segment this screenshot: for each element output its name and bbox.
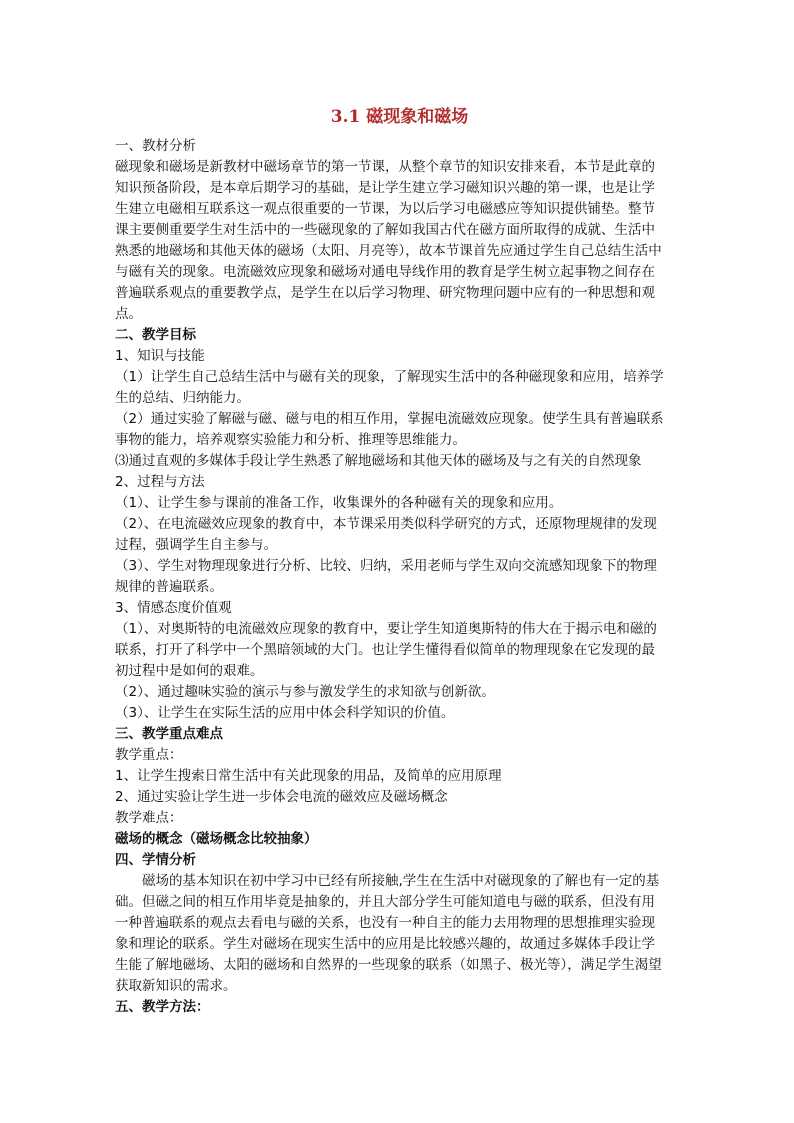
- text-line: 一种普遍联系的观点去看电与磁的关系，也没有一种自主的能力去用物理的思想推理实验现: [115, 915, 655, 931]
- text-line: 2、通过实验让学生进一步体会电流的磁效应及磁场概念: [115, 789, 448, 805]
- text-line: 生能了解地磁场、太阳的磁场和自然界的一些现象的联系（如黑子、极光等），满足学生渴望: [115, 957, 662, 973]
- text-line: （2）、在电流磁效应现象的教育中，本节课采用类似科学研究的方式，还原物理规律的发现: [115, 516, 657, 532]
- section-heading: 二、教学目标: [115, 327, 196, 343]
- text-line: 知识预备阶段，是本章后期学习的基础，是让学生建立学习磁知识兴趣的第一课，也是让学: [115, 180, 655, 196]
- text-line: 础。但磁之间的相互作用毕竟是抽象的，并且大部分学生可能知道电与磁的联系，但没有用: [115, 894, 655, 910]
- text-line: 教学重点：: [115, 747, 183, 763]
- document-title: 3.1 磁现象和磁场: [330, 107, 469, 127]
- text-line: 磁现象和磁场是新教材中磁场章节的第一节课，从整个章节的知识安排来看，本节是此章的: [115, 159, 655, 175]
- text-line: 生的总结、归纳能力。: [115, 390, 250, 406]
- text-line: 一、教材分析: [115, 138, 196, 154]
- text-line: 课主要侧重要学生对生活中的一些磁现象的了解如我国古代在磁方面所取得的成就、生活中: [115, 222, 655, 238]
- section-heading: 五、教学方法：: [115, 999, 210, 1015]
- text-line: 过程，强调学生自主参与。: [115, 537, 277, 553]
- text-line: （3）、学生对物理现象进行分析、比较、归纳，采用老师与学生双向交流感知现象下的物理: [115, 558, 657, 574]
- text-line: 磁场的概念（磁场概念比较抽象）: [115, 831, 318, 847]
- text-line: 磁场的基本知识在初中学习中已经有所接触,学生在生活中对磁现象的了解也有一定的基: [142, 873, 660, 889]
- text-line: （2）通过实验了解磁与磁、磁与电的相互作用，掌握电流磁效应现象。使学生具有普遍联系: [115, 411, 664, 427]
- text-line: 事物的能力，培养观察实验能力和分析、推理等思维能力。: [115, 432, 466, 448]
- text-line: 联系，打开了科学中一个黑暗领域的大门。也让学生懂得看似简单的物理现象在它发现的最: [115, 642, 655, 658]
- text-line: （1）让学生自己总结生活中与磁有关的现象，了解现实生活中的各种磁现象和应用，培养学: [115, 369, 664, 385]
- text-line: 获取新知识的需求。: [115, 978, 237, 994]
- text-line: 3、情感态度价值观: [115, 600, 232, 616]
- text-line: 1、知识与技能: [115, 348, 205, 364]
- text-line: （1）、对奥斯特的电流磁效应现象的教育中，要让学生知道奥斯特的伟大在于揭示电和磁的: [115, 621, 657, 637]
- text-line: （2）、通过趣味实验的演示与参与激发学生的求知欲与创新欲。: [115, 684, 495, 700]
- text-line: 生建立电磁相互联系这一观点很重要的一节课，为以后学习电磁感应等知识提供铺垫。整节: [115, 201, 655, 217]
- text-line: 规律的普遍联系。: [115, 579, 223, 595]
- section-heading: 三、教学重点难点: [115, 726, 223, 742]
- text-line: ⑶通过直观的多媒体手段让学生熟悉了解地磁场和其他天体的磁场及与之有关的自然现象: [115, 453, 642, 469]
- text-line: 1、让学生搜索日常生活中有关此现象的用品，及简单的应用原理: [115, 768, 502, 784]
- text-line: 教学难点：: [115, 810, 183, 826]
- document-body: [115, 136, 684, 1018]
- text-line: （1）、让学生参与课前的准备工作，收集课外的各种磁有关的现象和应用。: [115, 495, 563, 511]
- text-line: 与磁有关的现象。电流磁效应现象和磁场对通电导线作用的教育是学生树立起事物之间存在: [115, 264, 655, 280]
- text-line: （3）、让学生在实际生活的应用中体会科学知识的价值。: [115, 705, 455, 721]
- text-line: 普遍联系观点的重要教学点，是学生在以后学习物理、研究物理问题中应有的一种思想和观: [115, 285, 655, 301]
- text-line: 2、过程与方法: [115, 474, 205, 490]
- section-heading: 四、学情分析: [115, 852, 196, 868]
- text-line: 初过程中是如何的艰难。: [115, 663, 264, 679]
- text-line: 点。: [115, 306, 142, 322]
- text-line: 象和理论的联系。学生对磁场在现实生活中的应用是比较感兴趣的，故通过多媒体手段让学: [115, 936, 655, 952]
- text-line: 熟悉的地磁场和其他天体的磁场（太阳、月亮等），故本节课首先应通过学生自己总结生活中: [115, 243, 662, 259]
